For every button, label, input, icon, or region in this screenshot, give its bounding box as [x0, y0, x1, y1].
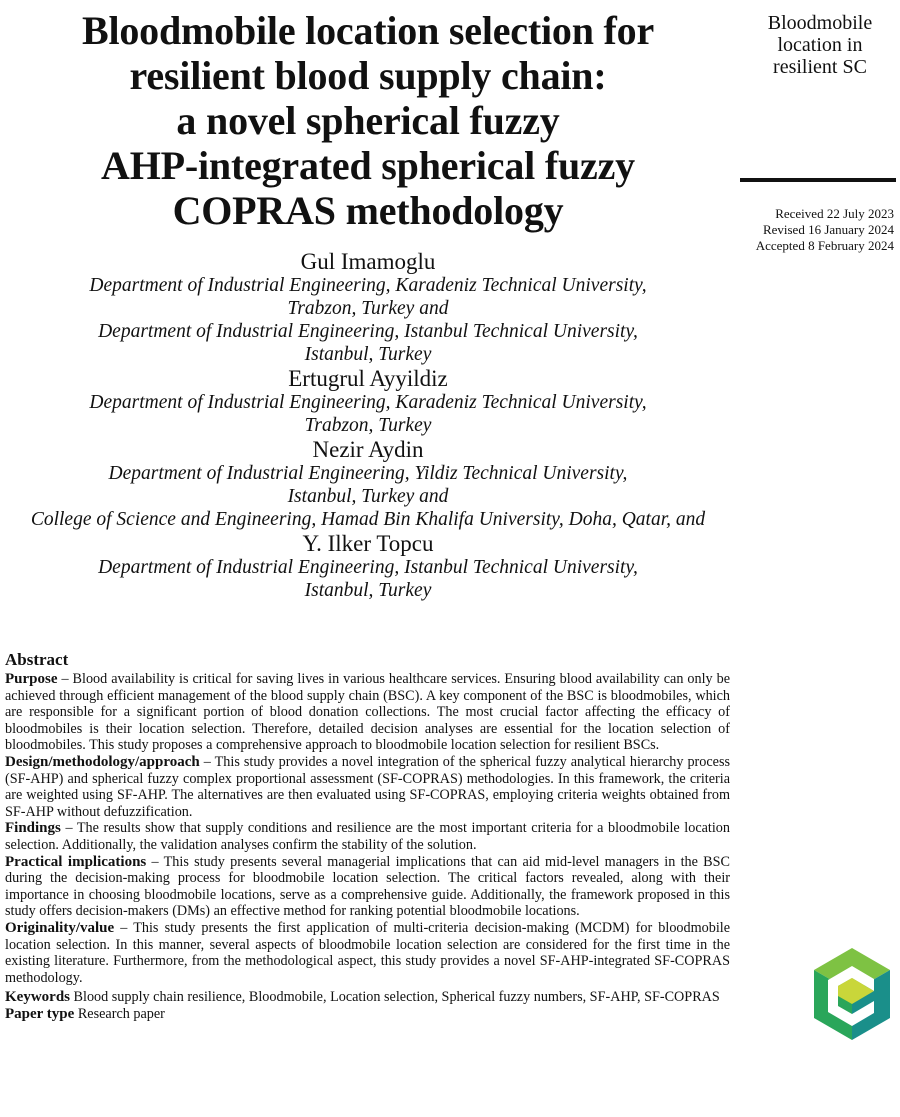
author-affiliation: Istanbul, Turkey: [304, 580, 432, 601]
abstract-design: [5, 754, 730, 820]
received-date: Received 22 July 2023: [775, 206, 894, 221]
author-affiliation: Istanbul, Turkey: [304, 344, 432, 365]
author-name: Ertugrul Ayyildiz: [288, 366, 448, 391]
section-label: Purpose: [5, 671, 58, 687]
author-affiliation: Department of Industrial Engineering, Istanbul Technical University,: [98, 321, 638, 342]
title-line: a novel spherical fuzzy: [176, 98, 560, 143]
paper-type: [5, 1006, 730, 1023]
abstract-originality: [5, 920, 730, 986]
title-line: COPRAS methodology: [172, 188, 564, 233]
abstract-heading: Abstract: [5, 650, 69, 669]
revised-date: Revised 16 January 2024: [762, 222, 894, 237]
abstract-section: [5, 650, 730, 1022]
abstract-purpose: [5, 671, 730, 754]
history-dates: [756, 206, 894, 254]
author-name: Y. Ilker Topcu: [302, 531, 434, 556]
author-name: Gul Imamoglu: [300, 249, 436, 274]
abstract-practical: [5, 854, 730, 920]
section-text: – This study provides a novel integration of the spherical fuzzy analytical hierarchy process (SF-AHP) and spherical fuzzy complex proportional assessment (SF-COPRAS) methodologies. In this framework, the criteria are weighted using SF-AHP. The alternatives are then evaluated using SF-COPRAS, employing criteria weights obtained from SF-AHP without defuzzification.: [5, 753, 730, 820]
section-text: – Blood availability is critical for saving lives in various healthcare services. Ensuring blood availability can only be achieved through efficient management of the blood supply chain (BSC). A key component of the BSC is bloodmobiles, which are responsible for a significant portion of blood donation collections. The most crucial factor affecting the efficacy of bloodmobiles is their location selection. Therefore, detailed decision analyses are essential for the location selection of bloodmobiles. This study proposes a comprehensive approach to bloodmobile location selection for resilient BSCs.: [5, 671, 730, 754]
main-column: [0, 8, 736, 602]
paper-type-text: Research paper: [74, 1005, 165, 1022]
author-affiliation: College of Science and Engineering, Hamad Bin Khalifa University, Doha, Qatar, and: [30, 509, 706, 530]
section-text: – This study presents the first application of multi-criteria decision-making (MCDM) for bloodmobile location selection. In this manner, several aspects of bloodmobile location selection are considered for the first time in the existing literature. Furthermore, from the methodological aspect, this study provides a novel SF-AHP-integrated SF-COPRAS methodology.: [5, 919, 730, 986]
keywords-label: Keywords: [5, 989, 70, 1006]
author-affiliation: Department of Industrial Engineering, Istanbul Technical University,: [98, 557, 638, 578]
keywords-text: Blood supply chain resilience, Bloodmobile, Location selection, Spherical fuzzy numbers, SF-AHP, SF-COPRAS: [70, 989, 720, 1006]
abstract-findings: [5, 820, 730, 853]
title-line: resilient blood supply chain:: [129, 53, 607, 98]
paper-title: [0, 8, 736, 233]
section-text: – This study presents several managerial implications that can aid mid-level managers in the BSC during the decision-making process for bloodmobile location selection. The critical factors revealed, along with their importance in choosing bloodmobile locations, serve as a comprehensive guide. Additionally, the framework proposed in this study offers decision-makers (DMs) an effective method for ranking potential bloodmobile locations.: [5, 853, 730, 920]
title-line: Bloodmobile location selection for: [81, 8, 655, 53]
author-list: [0, 249, 736, 602]
section-text: – The results show that supply conditions and resilience are the most important criteria for a bloodmobile location selection. Additionally, the validation analyses confirm the stability of the solution.: [5, 820, 730, 853]
author-name: Nezir Aydin: [312, 437, 424, 462]
author-affiliation: Department of Industrial Engineering, Karadeniz Technical University,: [89, 275, 647, 296]
keywords: [5, 989, 730, 1006]
short-title-line: Bloodmobile: [767, 12, 873, 34]
section-label: Design/methodology/approach: [5, 753, 200, 770]
section-label: Findings: [5, 820, 61, 837]
paper-type-label: Paper type: [5, 1005, 75, 1022]
author-affiliation: Department of Industrial Engineering, Yildiz Technical University,: [108, 463, 628, 484]
running-head: [744, 12, 896, 78]
section-label: Practical implications: [5, 853, 147, 870]
short-title-line: location in: [777, 34, 863, 56]
author-affiliation: Trabzon, Turkey: [304, 415, 432, 436]
title-line: AHP-integrated spherical fuzzy: [101, 143, 635, 188]
author-affiliation: Istanbul, Turkey and: [287, 486, 449, 507]
publisher-logo-icon: [808, 944, 896, 1044]
short-title-line: resilient SC: [773, 56, 867, 78]
accepted-date: Accepted 8 February 2024: [755, 238, 894, 253]
section-label: Originality/value: [5, 919, 115, 936]
author-affiliation: Trabzon, Turkey and: [287, 298, 449, 319]
header-rule: [740, 178, 896, 182]
author-affiliation: Department of Industrial Engineering, Karadeniz Technical University,: [89, 392, 647, 413]
